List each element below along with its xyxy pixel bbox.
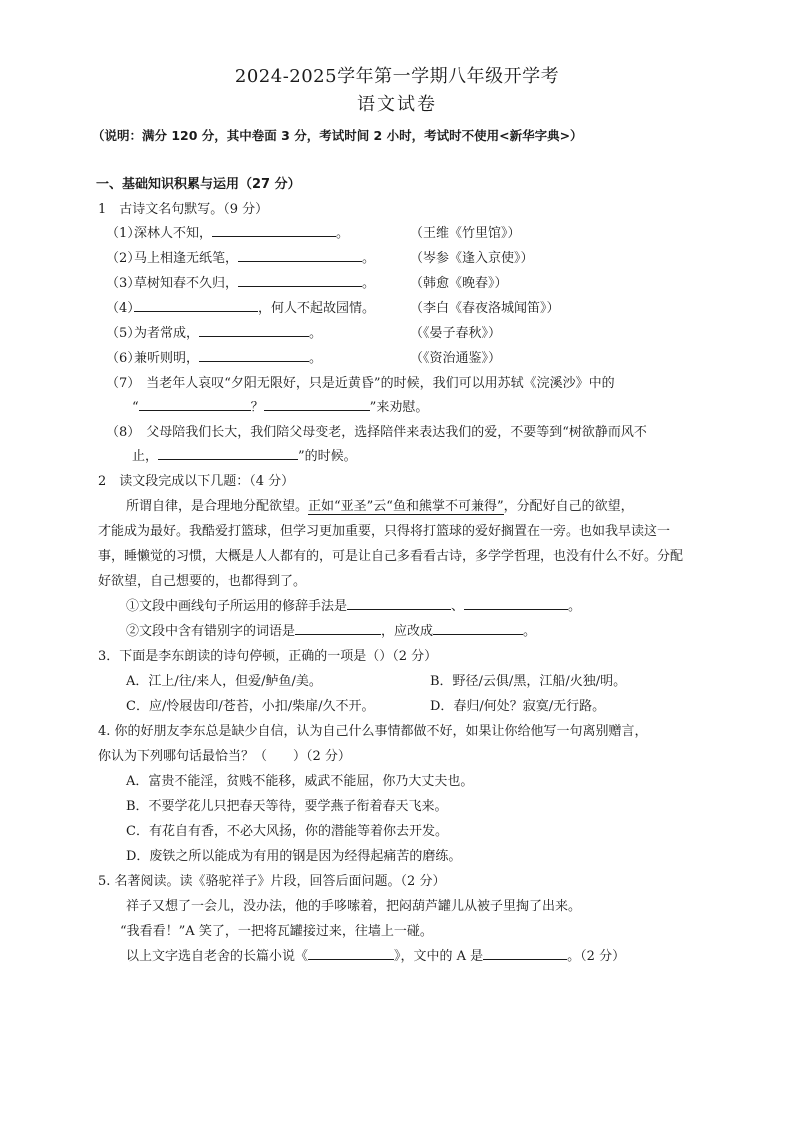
q1-stem: 1 古诗文名句默写。（9 分） (98, 202, 269, 217)
verse-given: 深林人不知， (134, 226, 213, 241)
q3-option-c[interactable]: C．应/怜屐齿印/苍苔，小扣/柴扉/久不开。 (126, 699, 375, 714)
q4-option-a[interactable]: A．富贵不能淫，贫贱不能移，威武不能屈，你乃大丈夫也。 (126, 774, 474, 789)
verse-given: 。 (362, 276, 376, 291)
q4-stem-line1: 4. 你的好朋友李东总是缺少自信，认为自己什么事情都做不好，如果让你给他写一句离别赠言， (98, 724, 648, 739)
item-number: （1） (106, 226, 141, 241)
q4-option-c[interactable]: C．有花自有香，不必大风扬，你的潜能等着你去开发。 (126, 824, 448, 839)
item-number: （3） (106, 276, 141, 291)
exam-subject: 语文试卷 (357, 94, 437, 115)
answer-blank[interactable] (464, 597, 568, 610)
verse-given: ，何人不起故园情。 (258, 301, 376, 316)
item-number: （5） (106, 326, 141, 341)
q1-item7-line1: （7） 当老年人哀叹“夕阳无限好，只是近黄昏”的时候，我们可以用苏轼《浣溪沙》中的 (106, 376, 615, 391)
answer-blank[interactable] (433, 622, 523, 635)
verse-source: （《资治通鉴》） (410, 351, 502, 366)
exam-instructions: （说明：满分 120 分，其中卷面 3 分，考试时间 2 小时，考试时不使用<新华字典>） (92, 128, 583, 143)
answer-blank[interactable] (308, 947, 394, 960)
answer-blank[interactable] (295, 622, 381, 635)
answer-blank[interactable] (199, 324, 309, 337)
q4-stem-line2: 你认为下列哪句话最恰当？（ ）（2 分） (98, 749, 351, 764)
verse-given: 。 (309, 326, 323, 341)
q3-option-d[interactable]: D．春归/何处？寂寞/无行路。 (430, 699, 606, 714)
verse-source: （《晏子春秋》） (410, 326, 502, 341)
q4-option-d[interactable]: D．废铁之所以能成为有用的钢是因为经得起痛苦的磨练。 (126, 849, 462, 864)
verse-given: 为者常成， (134, 326, 200, 341)
q2-passage-line2: 才能成为最好。我酷爱打篮球，但学习更加重要，只得将打篮球的爱好搁置在一旁。也如我早读这一 (98, 524, 671, 539)
underlined-sentence: 正如“亚圣”云“鱼和熊掌不可兼得” (308, 499, 504, 514)
answer-blank[interactable] (134, 299, 258, 312)
verse-given: 。 (336, 226, 350, 241)
answer-blank[interactable] (264, 398, 370, 411)
q5-passage-line1: 祥子又想了一会儿，没办法，他的手哆嗦着，把闷葫芦罐儿从被子里掏了出来。 (126, 899, 582, 914)
q3-option-a[interactable]: A．江上/往/来人，但爱/鲈鱼/美。 (126, 674, 322, 689)
q1-item7-line2: “ ？ ”来劝慰。 (132, 400, 429, 415)
q4-option-b[interactable]: B．不要学花儿只把春天等待，要学燕子衔着春天飞来。 (126, 799, 448, 814)
q5-stem: 5. 名著阅读。读《骆驼祥子》片段，回答后面问题。（2 分） (98, 874, 446, 889)
answer-blank[interactable] (238, 274, 362, 287)
q1-item (106, 297, 375, 316)
answer-blank[interactable] (347, 597, 451, 610)
verse-source: （韩愈《晚春》） (410, 276, 508, 291)
section-heading: 一、基础知识积累与运用（27 分） (96, 177, 301, 192)
verse-source: （王维《竹里馆》） (410, 226, 521, 241)
q1-item (106, 272, 375, 291)
answer-blank[interactable] (158, 447, 298, 460)
item-number: （4） (106, 301, 141, 316)
q1-item (106, 222, 349, 241)
q2-stem: 2 读文段完成以下几题：（4 分） (98, 474, 295, 489)
q1-item (106, 322, 322, 341)
verse-given: 草树知春不久归， (134, 276, 239, 291)
q1-item (106, 247, 375, 266)
q5-question: 以上文字选自老舍的长篇小说《 》，文中的 A 是 。（2 分） (126, 949, 626, 964)
q1-item (106, 347, 322, 366)
verse-source: （李白《春夜洛城闻笛》） (410, 301, 560, 316)
answer-blank[interactable] (238, 249, 362, 262)
verse-given: 马上相逢无纸笔， (134, 251, 239, 266)
verse-source: （岑参《逢入京使》） (410, 251, 534, 266)
q1-item8-line2: 止， ”的时候。 (132, 449, 357, 464)
answer-blank[interactable] (199, 349, 309, 362)
answer-blank[interactable] (212, 224, 336, 237)
q2-passage-line3: 事，睡懒觉的习惯，大概是人人都有的，可是让自己多看看古诗，多学学哲理，也没有什么不好。分配 (98, 549, 684, 564)
q5-passage-line2: “我看看！”A 笑了，一把将瓦罐接过来，往墙上一碰。 (120, 924, 433, 939)
q3-stem: 3．下面是李东朗读的诗句停顿，正确的一项是（）（2 分） (98, 649, 438, 664)
q2-passage-line1: 所谓自律，是合理地分配欲望。正如“亚圣”云“鱼和熊掌不可兼得”，分配好自己的欲望， (126, 499, 634, 514)
answer-blank[interactable] (483, 947, 567, 960)
answer-blank[interactable] (139, 398, 251, 411)
item-number: （2） (106, 251, 141, 266)
verse-given: 。 (309, 351, 323, 366)
q2-passage-line4: 好欲望，自己想要的，也都得到了。 (98, 574, 307, 589)
q3-option-b[interactable]: B．野径/云俱/黑，江船/火独/明。 (430, 674, 627, 689)
q1-item8-line1: （8） 父母陪我们长大，我们陪父母变老，选择陪伴来表达我们的爱，不要等到“树欲静而风不 (106, 425, 647, 440)
verse-given: 。 (362, 251, 376, 266)
q2-sub1: ①文段中画线句子所运用的修辞手法是 、 。 (126, 599, 582, 614)
item-number: （6） (106, 351, 141, 366)
verse-given: 兼听则明， (134, 351, 200, 366)
exam-title: 2024-2025学年第一学期八年级开学考 (234, 66, 560, 87)
q2-sub2: ②文段中含有错别字的词语是 ，应改成 。 (126, 624, 537, 639)
